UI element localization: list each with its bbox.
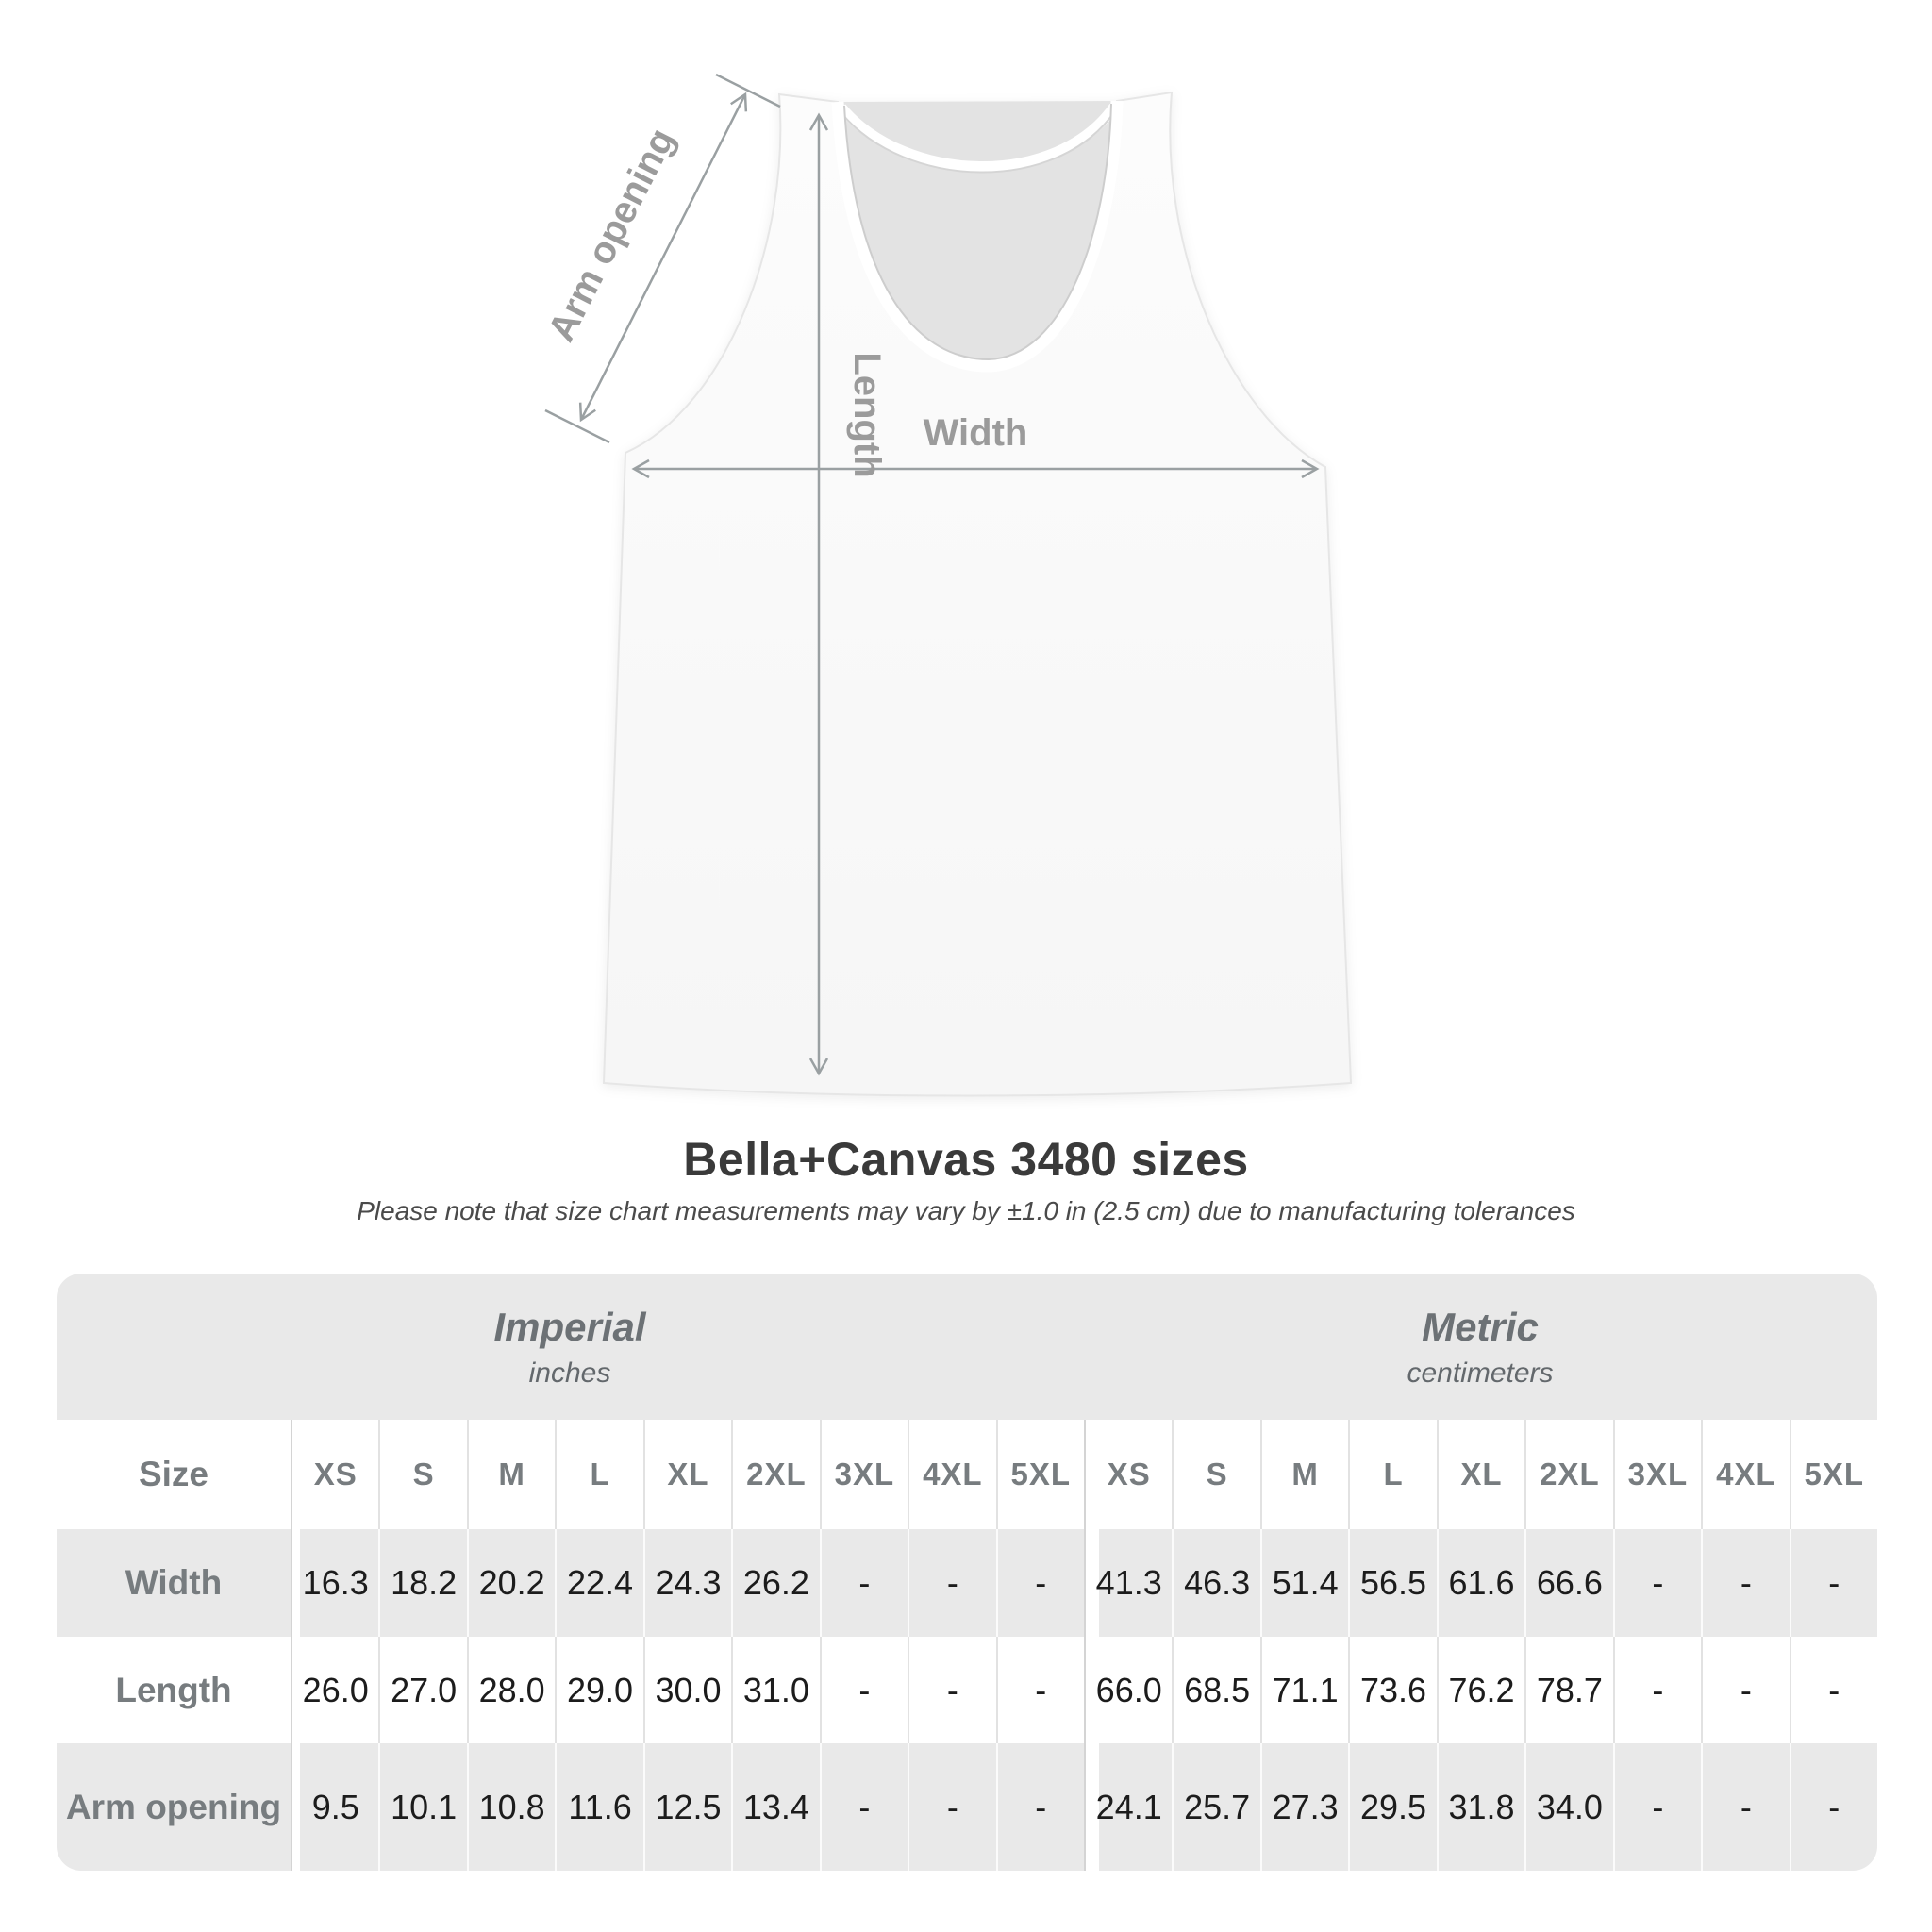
cell-width-imperial: - bbox=[908, 1529, 995, 1637]
col-header-imperial-xl: XL bbox=[643, 1420, 731, 1529]
length-label: Length bbox=[846, 352, 888, 478]
cell-arm-metric: - bbox=[1701, 1743, 1789, 1871]
col-header-metric-4xl: 4XL bbox=[1701, 1420, 1789, 1529]
cell-length-metric: 68.5 bbox=[1172, 1637, 1259, 1743]
cell-length-imperial: 30.0 bbox=[643, 1637, 731, 1743]
cell-length-imperial: 27.0 bbox=[378, 1637, 466, 1743]
col-header-metric-xl: XL bbox=[1437, 1420, 1524, 1529]
cell-width-metric: 51.4 bbox=[1260, 1529, 1348, 1637]
imperial-unit-label: inches bbox=[528, 1357, 611, 1389]
page-title: Bella+Canvas 3480 sizes bbox=[683, 1133, 1249, 1186]
col-header-metric-3xl: 3XL bbox=[1613, 1420, 1701, 1529]
table-row-width bbox=[57, 1529, 1877, 1637]
cell-length-metric: 66.0 bbox=[1084, 1637, 1172, 1743]
cell-width-imperial: 26.2 bbox=[731, 1529, 819, 1637]
metric-section-header bbox=[1083, 1274, 1877, 1420]
col-header-imperial-2xl: 2XL bbox=[731, 1420, 819, 1529]
col-header-imperial-5xl: 5XL bbox=[996, 1420, 1084, 1529]
cell-arm-metric: 24.1 bbox=[1084, 1743, 1172, 1871]
col-header-imperial-m: M bbox=[467, 1420, 555, 1529]
col-header-metric-s: S bbox=[1172, 1420, 1259, 1529]
cell-width-imperial: - bbox=[820, 1529, 908, 1637]
cell-arm-imperial: 10.8 bbox=[467, 1743, 555, 1871]
row-label-width: Width bbox=[125, 1563, 223, 1602]
col-header-imperial-4xl: 4XL bbox=[908, 1420, 995, 1529]
arm-opening-label: Arm opening bbox=[540, 122, 684, 348]
col-header-imperial-3xl: 3XL bbox=[820, 1420, 908, 1529]
cell-length-metric: - bbox=[1790, 1637, 1877, 1743]
row-label-arm-opening: Arm opening bbox=[65, 1787, 282, 1826]
col-header-metric-xs: XS bbox=[1084, 1420, 1172, 1529]
cell-length-metric: 78.7 bbox=[1524, 1637, 1612, 1743]
cell-length-imperial: - bbox=[996, 1637, 1084, 1743]
size-column-header: Size bbox=[138, 1455, 209, 1493]
imperial-section-header bbox=[57, 1274, 1083, 1420]
width-label: Width bbox=[923, 412, 1028, 454]
cell-width-metric: 66.6 bbox=[1524, 1529, 1612, 1637]
tolerance-note: Please note that size chart measurements may vary by ±1.0 in (2.5 cm) due to manufacturing tolerances bbox=[357, 1196, 1575, 1225]
col-header-imperial-s: S bbox=[378, 1420, 466, 1529]
cell-length-imperial: 29.0 bbox=[555, 1637, 642, 1743]
metric-unit-label: centimeters bbox=[1407, 1357, 1554, 1389]
cell-length-metric: 76.2 bbox=[1437, 1637, 1524, 1743]
cell-arm-metric: 25.7 bbox=[1172, 1743, 1259, 1871]
cell-length-metric: - bbox=[1701, 1637, 1789, 1743]
cell-length-imperial: 31.0 bbox=[731, 1637, 819, 1743]
cell-width-imperial: 24.3 bbox=[643, 1529, 731, 1637]
cell-width-imperial: 22.4 bbox=[555, 1529, 642, 1637]
cell-arm-imperial: - bbox=[908, 1743, 995, 1871]
cell-width-metric: - bbox=[1613, 1529, 1701, 1637]
arm-opening-tick-bottom bbox=[545, 410, 609, 442]
cell-arm-imperial: - bbox=[820, 1743, 908, 1871]
arm-opening-tick-top bbox=[716, 75, 780, 107]
cell-width-imperial: 20.2 bbox=[467, 1529, 555, 1637]
size-table bbox=[57, 1274, 1877, 1871]
cell-width-imperial: 18.2 bbox=[378, 1529, 466, 1637]
cell-width-metric: 61.6 bbox=[1437, 1529, 1524, 1637]
table-row-length bbox=[57, 1637, 1877, 1743]
cell-length-imperial: 26.0 bbox=[291, 1637, 378, 1743]
cell-width-imperial: 16.3 bbox=[291, 1529, 378, 1637]
cell-width-metric: 41.3 bbox=[1084, 1529, 1172, 1637]
col-header-imperial-l: L bbox=[555, 1420, 642, 1529]
size-header-row bbox=[57, 1420, 1877, 1529]
cell-arm-metric: 29.5 bbox=[1348, 1743, 1436, 1871]
cell-arm-metric: - bbox=[1790, 1743, 1877, 1871]
cell-width-metric: - bbox=[1790, 1529, 1877, 1637]
imperial-label: Imperial bbox=[493, 1304, 646, 1349]
col-header-imperial-xs: XS bbox=[291, 1420, 378, 1529]
table-row-arm-opening bbox=[57, 1743, 1877, 1871]
row-label-length: Length bbox=[115, 1670, 232, 1709]
metric-label: Metric bbox=[1422, 1304, 1539, 1349]
cell-length-imperial: 28.0 bbox=[467, 1637, 555, 1743]
col-header-metric-m: M bbox=[1260, 1420, 1348, 1529]
col-header-metric-l: L bbox=[1348, 1420, 1436, 1529]
cell-length-imperial: - bbox=[908, 1637, 995, 1743]
cell-length-imperial: - bbox=[820, 1637, 908, 1743]
col-header-metric-5xl: 5XL bbox=[1790, 1420, 1877, 1529]
cell-arm-metric: 27.3 bbox=[1260, 1743, 1348, 1871]
col-header-metric-2xl: 2XL bbox=[1524, 1420, 1612, 1529]
cell-arm-imperial: 10.1 bbox=[378, 1743, 466, 1871]
cell-arm-imperial: 9.5 bbox=[291, 1743, 378, 1871]
cell-width-imperial: - bbox=[996, 1529, 1084, 1637]
cell-arm-metric: 31.8 bbox=[1437, 1743, 1524, 1871]
cell-arm-imperial: 12.5 bbox=[643, 1743, 731, 1871]
cell-width-metric: 56.5 bbox=[1348, 1529, 1436, 1637]
cell-length-metric: - bbox=[1613, 1637, 1701, 1743]
cell-length-metric: 73.6 bbox=[1348, 1637, 1436, 1743]
cell-arm-imperial: - bbox=[996, 1743, 1084, 1871]
cell-arm-metric: 34.0 bbox=[1524, 1743, 1612, 1871]
cell-width-metric: - bbox=[1701, 1529, 1789, 1637]
cell-width-metric: 46.3 bbox=[1172, 1529, 1259, 1637]
cell-arm-metric: - bbox=[1613, 1743, 1701, 1871]
cell-arm-imperial: 11.6 bbox=[555, 1743, 642, 1871]
cell-length-metric: 71.1 bbox=[1260, 1637, 1348, 1743]
unit-header-band bbox=[57, 1274, 1877, 1420]
cell-arm-imperial: 13.4 bbox=[731, 1743, 819, 1871]
